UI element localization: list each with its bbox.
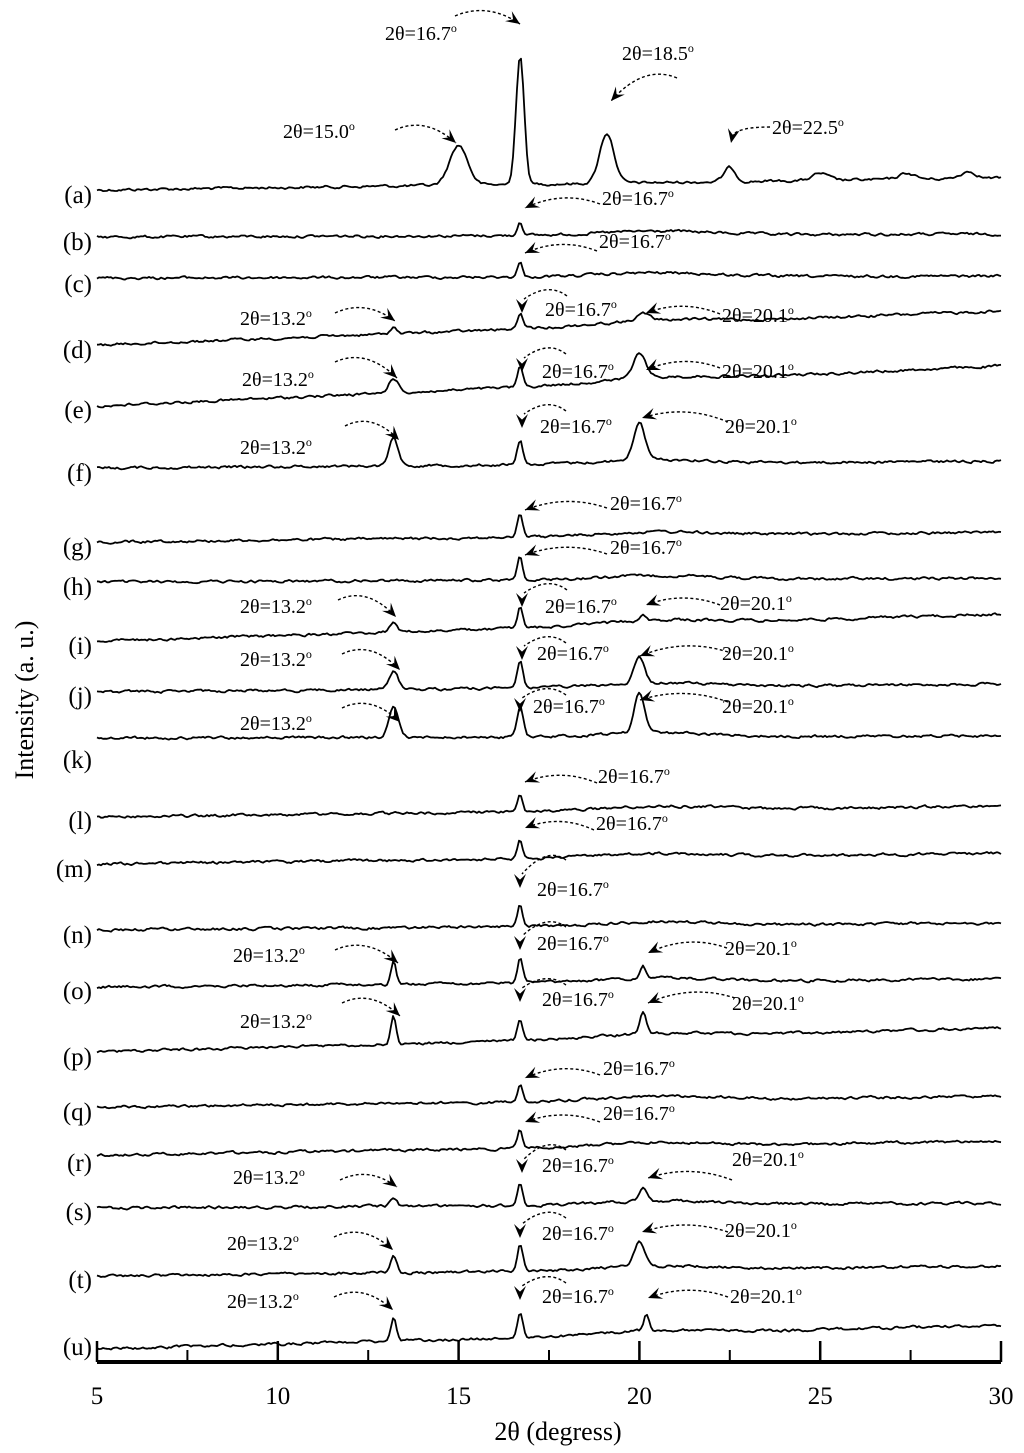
dashed-arrow-line [642, 1225, 728, 1232]
dashed-arrow-line [342, 998, 400, 1016]
peak-label: $2\theta=20.1^o$ [725, 936, 797, 960]
peak-label: $2\theta=13.2^o$ [233, 943, 305, 967]
dashed-arrow-line [524, 405, 566, 414]
peak-label: $2\theta=13.2^o$ [240, 1009, 312, 1033]
peak-label: $2\theta=20.1^o$ [732, 991, 804, 1015]
x-axis-title: 2θ (degress) [494, 1417, 622, 1446]
trace-u [97, 1314, 1001, 1349]
peak-label: $2\theta=20.1^o$ [722, 359, 794, 383]
trace-label: (o) [62, 978, 92, 1005]
peak-annotation [514, 855, 609, 901]
peak-annotation [242, 358, 397, 391]
arrowhead-icon [516, 414, 528, 428]
arrowhead-icon [386, 656, 400, 670]
dashed-arrow-line [335, 358, 397, 378]
arrowhead-icon [648, 1287, 663, 1298]
dashed-arrow-line [335, 308, 395, 321]
dashed-arrow-line [640, 646, 728, 656]
trace-g [97, 515, 1001, 544]
peak-label: $2\theta=16.7^o$ [596, 811, 668, 835]
trace-label: (g) [62, 534, 92, 561]
dashed-arrow-line [345, 421, 399, 440]
peak-annotation [516, 1145, 614, 1177]
arrowhead-icon [514, 698, 526, 712]
peak-label: $2\theta=16.7^o$ [542, 1221, 614, 1245]
peak-label: $2\theta=20.1^o$ [720, 591, 792, 615]
peak-annotation [240, 998, 400, 1033]
peak-label: $2\theta=16.7^o$ [542, 1284, 614, 1308]
peak-label: $2\theta=15.0^o$ [283, 119, 355, 143]
peak-label: $2\theta=22.5^o$ [772, 115, 844, 139]
arrowhead-icon [646, 359, 661, 370]
arrowhead-icon [642, 408, 657, 419]
trace-n [97, 906, 1001, 932]
dashed-arrow-line [525, 821, 594, 830]
x-tick-label: 20 [626, 1383, 652, 1410]
dashed-arrow-line [395, 125, 456, 143]
dashed-arrow-line [733, 127, 770, 135]
x-tick-label: 5 [90, 1383, 104, 1410]
arrowhead-icon [516, 646, 528, 660]
peak-annotation [514, 1212, 614, 1245]
peak-label: $2\theta=16.7^o$ [537, 641, 609, 665]
arrowhead-icon [611, 87, 625, 101]
peak-label: $2\theta=16.7^o$ [610, 535, 682, 559]
peak-annotation [525, 491, 682, 515]
dashed-arrow-line [648, 1290, 728, 1298]
trace-label: (j) [68, 683, 92, 710]
arrowhead-icon [516, 299, 528, 313]
peak-annotation [525, 1056, 675, 1080]
peak-annotation [516, 584, 617, 618]
trace-q [97, 1085, 1001, 1108]
peak-label: $2\theta=20.1^o$ [722, 303, 794, 327]
dashed-arrow-line [342, 650, 400, 670]
arrowhead-icon [648, 992, 663, 1003]
arrowhead-icon [379, 1236, 393, 1250]
arrowhead-icon [514, 936, 526, 950]
trace-label-group [56, 182, 92, 1361]
arrowhead-icon [640, 690, 655, 701]
trace-c [97, 263, 1001, 280]
arrowhead-icon [516, 593, 528, 607]
arrowhead-icon [640, 645, 655, 656]
peak-label: $2\theta=18.5^o$ [622, 41, 694, 65]
trace-label: (r) [67, 1150, 92, 1177]
dashed-arrow-line [611, 74, 677, 101]
peak-annotation [648, 1284, 802, 1308]
dashed-arrow-line [335, 945, 398, 963]
arrowhead-icon [646, 594, 661, 605]
peak-annotation [240, 647, 400, 671]
peak-annotation [642, 1218, 797, 1242]
trace-b [97, 223, 1001, 238]
arrowhead-icon [382, 1174, 397, 1187]
trace-label: (s) [65, 1199, 92, 1226]
dashed-arrow-line [340, 1174, 397, 1187]
trace-label: (m) [55, 856, 92, 883]
arrowhead-icon [525, 545, 540, 556]
peak-label: $2\theta=16.7^o$ [542, 987, 614, 1011]
peak-annotation [648, 1147, 804, 1180]
peak-annotation [648, 991, 804, 1015]
arrowhead-icon [514, 988, 526, 1002]
peak-label: $2\theta=20.1^o$ [725, 414, 797, 438]
peak-label: $2\theta=16.7^o$ [542, 1153, 614, 1177]
trace-label: (k) [62, 747, 92, 774]
peak-label: $2\theta=16.7^o$ [537, 877, 609, 901]
peak-label: $2\theta=16.7^o$ [602, 186, 674, 210]
peak-annotation [514, 1277, 614, 1308]
trace-label: (u) [62, 1334, 92, 1361]
trace-label: (n) [62, 922, 92, 949]
arrowhead-icon [525, 242, 540, 253]
trace-label: (b) [62, 229, 92, 256]
peak-label: $2\theta=16.7^o$ [542, 359, 614, 383]
peak-annotation [646, 591, 792, 615]
dashed-arrow-line [338, 596, 396, 617]
peak-annotation [227, 1289, 393, 1313]
dashed-arrow-line [522, 979, 566, 988]
dashed-arrow-line [334, 1292, 393, 1310]
peak-label: $2\theta=13.2^o$ [240, 594, 312, 618]
dashed-arrow-line [524, 584, 567, 593]
peak-label: $2\theta=16.7^o$ [537, 931, 609, 955]
arrowhead-icon [379, 1296, 393, 1310]
peak-annotation [514, 689, 605, 718]
peak-annotation [240, 421, 399, 459]
peak-label: $2\theta=16.7^o$ [540, 414, 612, 438]
peak-annotation [240, 594, 396, 618]
trace-label: (p) [62, 1044, 92, 1071]
trace-label: (f) [67, 460, 92, 487]
peak-label: $2\theta=13.2^o$ [240, 306, 312, 330]
trace-r [97, 1130, 1001, 1156]
trace-l [97, 796, 1001, 818]
peak-annotation [611, 41, 694, 101]
x-tick-label: 10 [265, 1383, 291, 1410]
dashed-arrow-line [524, 348, 566, 358]
peak-annotation [233, 1165, 397, 1189]
peak-label: $2\theta=16.7^o$ [603, 1056, 675, 1080]
trace-label: (a) [64, 182, 92, 209]
trace-label: (c) [64, 271, 92, 298]
peak-annotation [648, 936, 797, 960]
peak-annotation [516, 290, 617, 321]
dashed-arrow-line [522, 1277, 566, 1286]
peak-label: $2\theta=20.1^o$ [725, 1218, 797, 1242]
arrowhead-icon [380, 308, 395, 321]
peak-annotation [525, 1101, 675, 1125]
arrowhead-icon [383, 949, 398, 963]
peak-label: $2\theta=16.7^o$ [545, 297, 617, 321]
trace-h [97, 557, 1001, 583]
peak-label: $2\theta=16.7^o$ [598, 764, 670, 788]
peak-annotation [514, 979, 614, 1011]
peak-annotation [525, 811, 668, 835]
arrowhead-icon [516, 1159, 528, 1173]
dashed-arrow-line [525, 501, 607, 510]
trace-label: (d) [62, 337, 92, 364]
peak-annotation [516, 348, 614, 383]
trace-label: (q) [62, 1099, 92, 1126]
peak-annotation [227, 1231, 393, 1255]
x-tick-label: 15 [446, 1383, 472, 1410]
y-axis-title: Intensity (a. u.) [10, 620, 39, 780]
peak-label: $2\theta=13.2^o$ [227, 1231, 299, 1255]
arrowhead-icon [442, 129, 456, 143]
trace-a [97, 59, 1001, 191]
peak-annotation [516, 637, 609, 665]
arrowhead-icon [514, 874, 526, 888]
annotation-group [227, 11, 844, 1313]
arrowhead-icon [525, 817, 540, 828]
trace-m [97, 841, 1001, 866]
peak-annotation [525, 186, 674, 210]
dashed-arrow-line [648, 992, 735, 1003]
peak-annotation [385, 11, 520, 45]
peak-label: $2\theta=20.1^o$ [722, 694, 794, 718]
peak-annotation [525, 535, 682, 559]
peak-label: $2\theta=20.1^o$ [730, 1284, 802, 1308]
arrowhead-icon [514, 1286, 526, 1300]
peak-label: $2\theta=16.7^o$ [610, 491, 682, 515]
peak-label: $2\theta=16.7^o$ [385, 21, 457, 45]
trace-label: (e) [64, 397, 92, 424]
arrowhead-icon [525, 771, 540, 782]
peak-label: $2\theta=13.2^o$ [240, 647, 312, 671]
peak-annotation [728, 115, 844, 143]
arrowhead-icon [514, 1224, 526, 1238]
trace-label: (h) [62, 574, 92, 601]
peak-annotation [240, 703, 400, 735]
peak-annotation [240, 306, 395, 330]
dashed-arrow-line [642, 412, 728, 422]
peak-label: $2\theta=13.2^o$ [233, 1165, 305, 1189]
arrowhead-icon [648, 1168, 663, 1179]
peak-annotation [525, 764, 670, 788]
trace-label: (l) [68, 808, 92, 835]
arrowhead-icon [646, 302, 661, 313]
peak-annotation [640, 641, 794, 665]
trace-label: (t) [68, 1267, 92, 1294]
x-axis [91, 1341, 1014, 1410]
peak-annotation [516, 405, 612, 438]
peak-label: $2\theta=20.1^o$ [722, 641, 794, 665]
peak-annotation [642, 408, 797, 438]
x-tick-label: 25 [807, 1383, 833, 1410]
arrowhead-icon [525, 1111, 540, 1122]
peak-label: $2\theta=13.2^o$ [242, 367, 314, 391]
trace-p [97, 1012, 1001, 1053]
peak-annotation [233, 943, 398, 967]
dashed-arrow-line [524, 290, 567, 299]
dashed-arrow-line [334, 1232, 393, 1250]
peak-annotation [646, 359, 794, 383]
x-tick-label: 30 [988, 1383, 1014, 1410]
peak-label: $2\theta=20.1^o$ [732, 1147, 804, 1171]
arrowhead-icon [525, 499, 540, 510]
peak-label: $2\theta=16.7^o$ [545, 594, 617, 618]
peak-label: $2\theta=16.7^o$ [603, 1101, 675, 1125]
arrowhead-icon [642, 1222, 657, 1233]
arrowhead-icon [383, 364, 397, 378]
peak-label: $2\theta=16.7^o$ [533, 694, 605, 718]
dashed-arrow-line [525, 547, 607, 555]
trace-label: (i) [68, 633, 92, 660]
peak-label: $2\theta=13.2^o$ [240, 711, 312, 735]
arrowhead-icon [505, 11, 520, 24]
peak-annotation [640, 690, 794, 718]
arrowhead-icon [728, 128, 740, 143]
peak-label: $2\theta=13.2^o$ [227, 1289, 299, 1313]
peak-label: $2\theta=16.7^o$ [599, 229, 671, 253]
peak-annotation [283, 119, 456, 143]
arrowhead-icon [386, 1002, 400, 1016]
peak-label: $2\theta=13.2^o$ [240, 435, 312, 459]
peak-annotation [646, 302, 794, 327]
